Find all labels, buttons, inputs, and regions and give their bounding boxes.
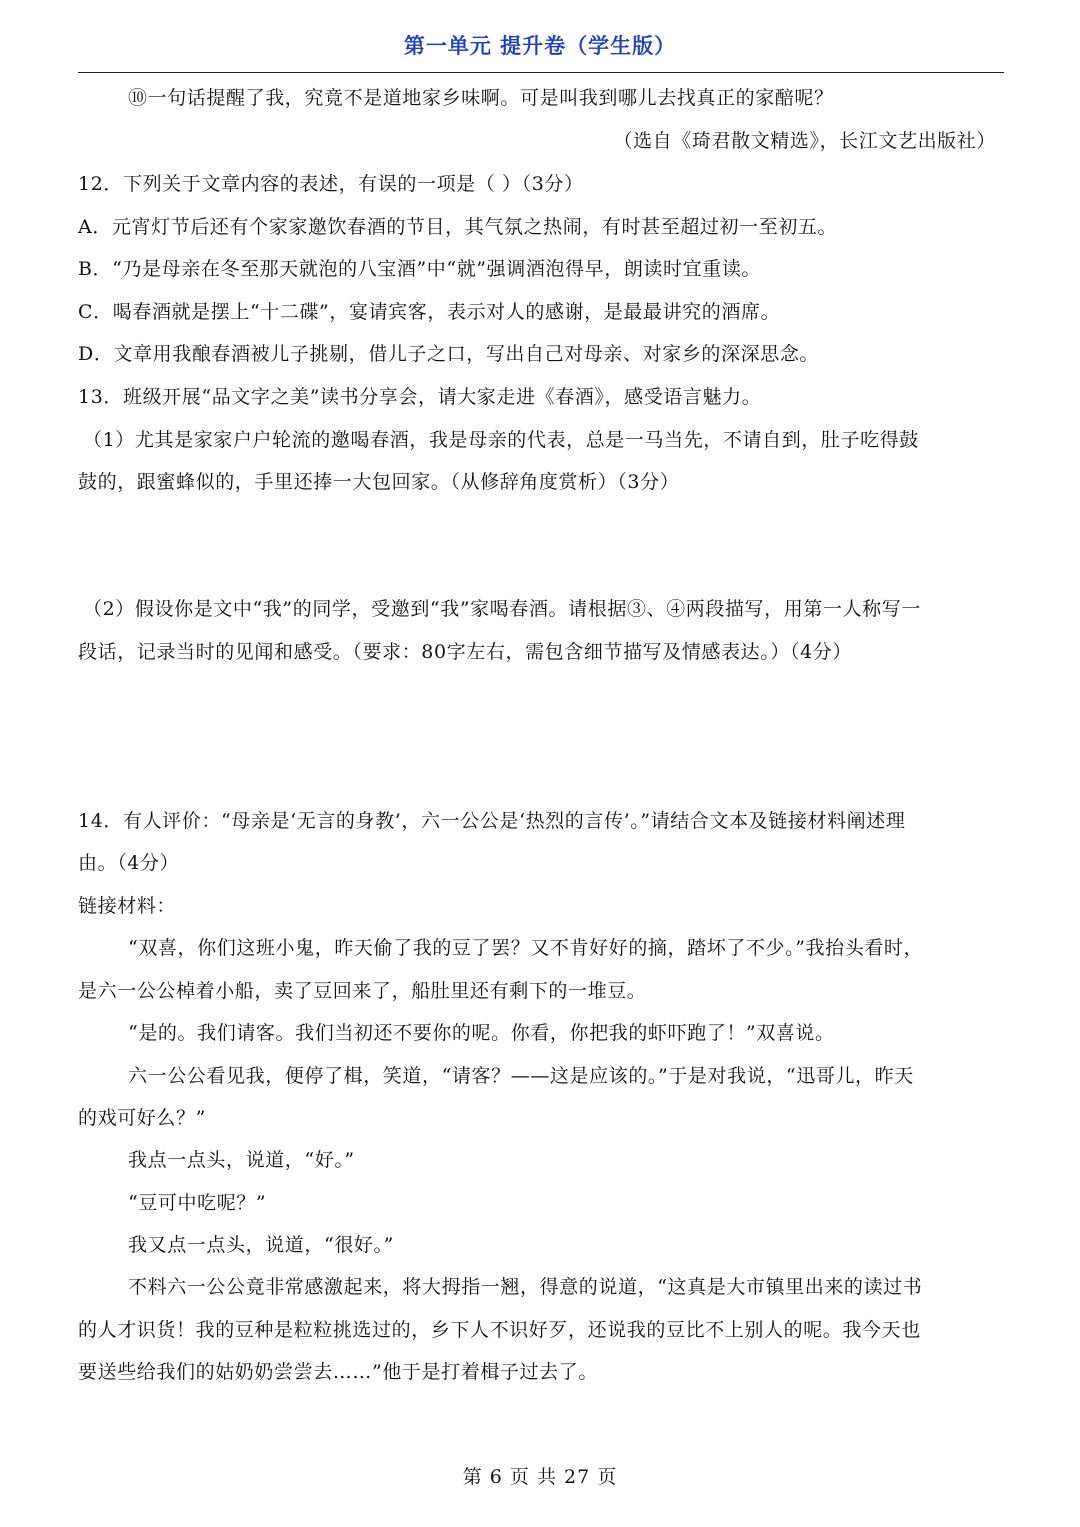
question-12-option-a: A．元宵灯节后还有个家家邀饮春酒的节目，其气氛之热闹，有时甚至超过初一至初五。 xyxy=(78,216,838,238)
passage-paragraph-10: ⑩一句话提醒了我，究竟不是道地家乡味啊。可是叫我到哪儿去找真正的家醅呢？ xyxy=(128,87,834,109)
question-13-part1-line2: 鼓的，跟蜜蜂似的，手里还捧一大包回家。（从修辞角度赏析）（3分） xyxy=(78,471,680,493)
material-line: 要送些给我们的姑奶奶尝尝去……”他于是打着楫子过去了。 xyxy=(78,1361,598,1383)
question-13-part1-line1: （1）尤其是家家户户轮流的邀喝春酒，我是母亲的代表，总是一马当先，不请自到，肚子吃得鼓 xyxy=(83,429,919,451)
link-material-label: 链接材料： xyxy=(78,895,177,917)
material-line: 的人才识货！我的豆种是粒粒挑选过的，乡下人不识好歹，还说我的豆比不上别人的呢。我今天也 xyxy=(78,1319,921,1341)
question-14-stem-line2: 由。（4分） xyxy=(78,852,180,874)
question-12-stem: 12．下列关于文章内容的表述，有误的一项是（ ）（3分） xyxy=(78,173,584,195)
material-line: 我点一点头，说道，“好。” xyxy=(128,1149,355,1171)
passage-source: （选自《琦君散文精选》，长江文艺出版社） xyxy=(613,130,996,152)
question-13-part2-line2: 段话，记录当时的见闻和感受。（要求：80字左右，需包含细节描写及情感表达。）（4分） xyxy=(78,641,852,663)
material-line: “双喜，你们这班小鬼，昨天偷了我的豆了罢？又不肯好好的摘，踏坏了不少。”我抬头看时， xyxy=(128,937,924,959)
question-12-option-c: C．喝春酒就是摆上“十二碟”，宴请宾客，表示对人的感谢，是最最讲究的酒席。 xyxy=(78,301,781,323)
question-14-stem-line1: 14．有人评价：“母亲是‘无言的身教’，六一公公是‘热烈的言传’。”请结合文本及链接材料阐述理 xyxy=(78,810,906,832)
material-line: 的戏可好么？” xyxy=(78,1107,206,1129)
question-13-stem: 13．班级开展“品文字之美”读书分享会，请大家走进《春酒》，感受语言魅力。 xyxy=(78,386,762,408)
page-header-title: 第一单元 提升卷（学生版） xyxy=(403,34,677,58)
material-line: 我又点一点头，说道，“很好。” xyxy=(128,1234,394,1256)
question-13-part2-line1: （2）假设你是文中“我”的同学，受邀到“我”家喝春酒。请根据③、④两段描写，用第一人称写一 xyxy=(83,598,921,620)
material-line: 不料六一公公竟非常感激起来，将大拇指一翘，得意的说道，“这真是大市镇里出来的读过书 xyxy=(128,1276,923,1298)
question-12-option-b: B．“乃是母亲在冬至那天就泡的八宝酒”中“就”强调酒泡得早，朗读时宜重读。 xyxy=(78,258,762,280)
material-line: 六一公公看见我，便停了楫，笑道，“请客？——这是应该的。”于是对我说，“迅哥儿，昨天 xyxy=(128,1065,914,1087)
material-line: “豆可中吃呢？” xyxy=(128,1192,267,1214)
header-divider xyxy=(78,72,1004,73)
material-line: 是六一公公棹着小船，卖了豆回来了，船肚里还有剩下的一堆豆。 xyxy=(78,980,647,1002)
question-12-option-d: D．文章用我酿春酒被儿子挑剔，借儿子之口，写出自己对母亲、对家乡的深深思念。 xyxy=(78,343,820,365)
page-number-footer: 第 6 页 共 27 页 xyxy=(462,1466,618,1488)
material-line: “是的。我们请客。我们当初还不要你的呢。你看，你把我的虾吓跑了！”双喜说。 xyxy=(128,1022,835,1044)
